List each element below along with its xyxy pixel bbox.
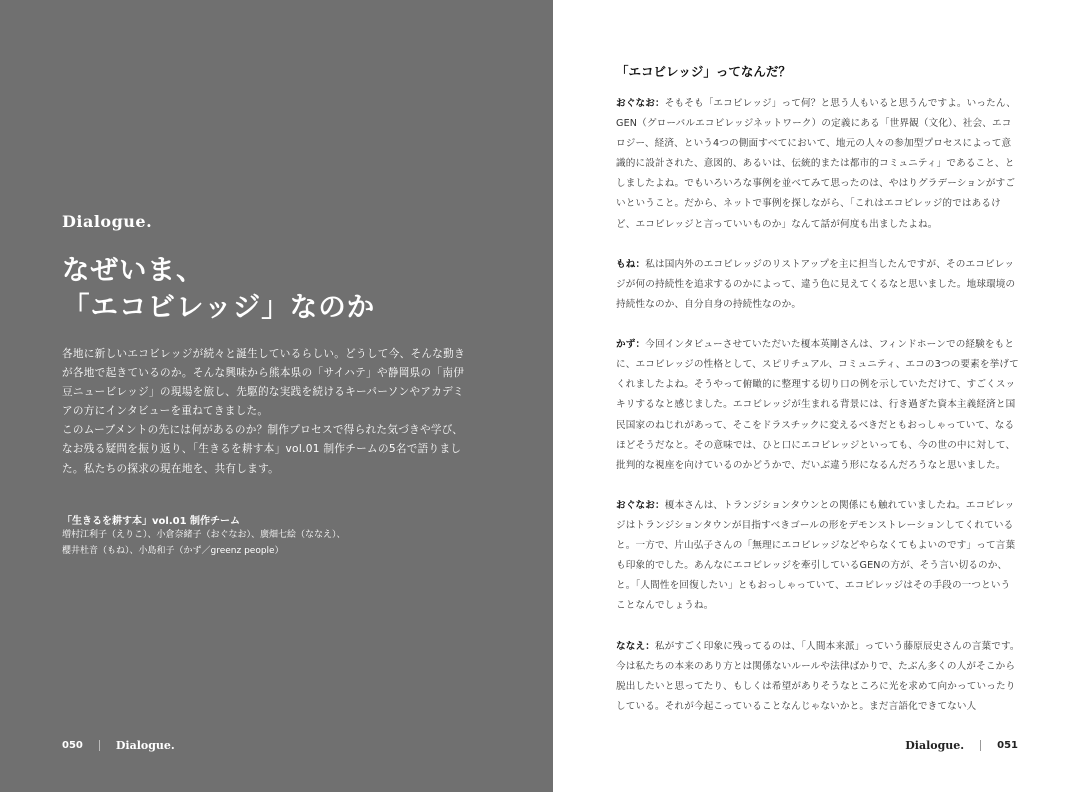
dialogue-section-logo: Dialogue. [62,212,153,231]
section-heading: 「エコビレッジ」ってなんだ？ [616,64,791,79]
headline-line-1: なぜいま、 [62,254,205,286]
dialogue-body [616,94,1020,737]
dialogue-paragraph [616,496,1020,617]
dialogue-paragraph [616,637,1020,717]
speaker-name: もね： [616,258,646,270]
footer-logo-right: Dialogue. [905,739,965,752]
headline-line-2: 「エコビレッジ」なのか [62,291,376,323]
speaker-name: おぐなお： [616,98,665,109]
right-page [553,0,1080,792]
speech-text: 榎本さんは、トランジションタウンとの関係にも触れていましたね。エコビレッジはトランジションタウンが目指すべきゴールの形をデモンストレーションしてくれていると。一方で、片山弘子さんの「無理にエコビレッジなどやらなくてもよいのです」って言葉も印象的でした。あんなにエコビレッジを牽引しているGENの方が、そう言い切るのか、と。「人間性を回復したい」ともおっしゃっていて、エコビレッジはその手段の一つということなんでしょうね。 [616,499,1016,612]
footer-logo-left: Dialogue. [115,739,175,752]
speech-text: 私は国内外のエコビレッジのリストアップを主に担当したんですが、そのエコビレッジが何の持続性を追求するのかによって、違う色に見えてくるなと思いました。地球環境の持続性なのか、自分自身の持続性なのか。 [616,258,1016,310]
left-footer [62,739,175,752]
speech-text: そもそも「エコビレッジ」って何？と思う人もいると思うんですよ。いったん、GEN（グローバルエコビレッジネットワーク）の定義にある「世界観（文化）、社会、エコロジー、経済、という4つの側面すべてにおいて、地元の人々の参加型プロセスによって意識的に設計された、意図的、あるいは、伝統的または都市的コミュニティ」であること、としましたよね。でもいろいろな事例を並べてみて思ったのは、やはりグラデーションがすごいということ。だから、ネットで事例を探しながら、「これはエコビレッジ的ではあるけど、エコビレッジと言っていいものか」なんて話が何度も出ましたよね。 [616,98,1016,230]
page-number-left: 050 [62,740,83,751]
dialogue-paragraph [616,255,1020,315]
speaker-name: かず： [616,339,646,351]
dialogue-paragraph [616,335,1020,476]
dialogue-paragraph [616,94,1020,235]
lead-text [62,345,472,479]
speech-text: 私がすごく印象に残ってるのは、「人間本来派」っていう藤原辰史さんの言葉です。今は私たちの本来のあり方とは関係ないルールや法律ばかりで、たぶん多くの人がそこから脱出したいと思ってたり、もしくは希望がありそうなところに光を求めて向かっていったりしている。それが今起こっていることなんじゃないかと。まだ言語化できてない人 [616,640,1020,712]
lead-paragraph-2: このムーブメントの先には何があるのか？制作プロセスで得られた気づきや学び、なお残る疑問を振り返り、「生きるを耕す本」vol.01 制作チームの5名で語りました。私たちの探求の現在地を、共有します。 [62,424,464,475]
right-footer [905,739,1018,752]
team-members [62,528,346,559]
speaker-name: ななえ： [616,640,655,652]
team-members-line-2: 櫻井杜音（もね）、小島和子（かず／greenz people） [62,545,284,556]
team-members-line-1: 増村江利子（えりこ）、小倉奈緒子（おぐなお）、廣畑七絵（ななえ）、 [62,530,346,540]
page-headline [62,252,375,326]
speech-text: 今回インタビューさせていただいた榎本英剛さんは、フィンドホーンでの経験をもとに、エコビレッジの性格として、スピリチュアル、コミュニティ、エコの3つの要素を挙げてくれましたよね。そうやって俯瞰的に整理する切り口の例を示していただけて、すごくスッキリするなと感じました。エコビレッジが生まれる背景には、行き過ぎた資本主義経済と国民国家のねじれがあって、そこをドラスチックに変えるべきだともおっしゃっていて、なるほどそうだなと。その意味では、ひと口にエコビレッジといっても、今の世の中に対して、批判的な視座を向けているのかどうかで、だいぶ違う形になるんだろうなと思いました。 [616,339,1019,471]
team-title: 「生きるを耕す本」vol.01 制作チーム [62,516,241,527]
speaker-name: おぐなお： [616,499,665,511]
lead-paragraph-1: 各地に新しいエコビレッジが続々と誕生しているらしい。どうして今、そんな動きが各地で起きているのか。そんな興味から熊本県の「サイハテ」や静岡県の「南伊豆ニュービレッジ」の現場を旅し、先駆的な実践を続けるキーパーソンやアカデミアの方にインタビューを重ねてきました。 [62,348,465,418]
page-number-right: 051 [997,740,1018,751]
footer-divider-left [99,740,100,751]
footer-divider-right [980,740,981,751]
